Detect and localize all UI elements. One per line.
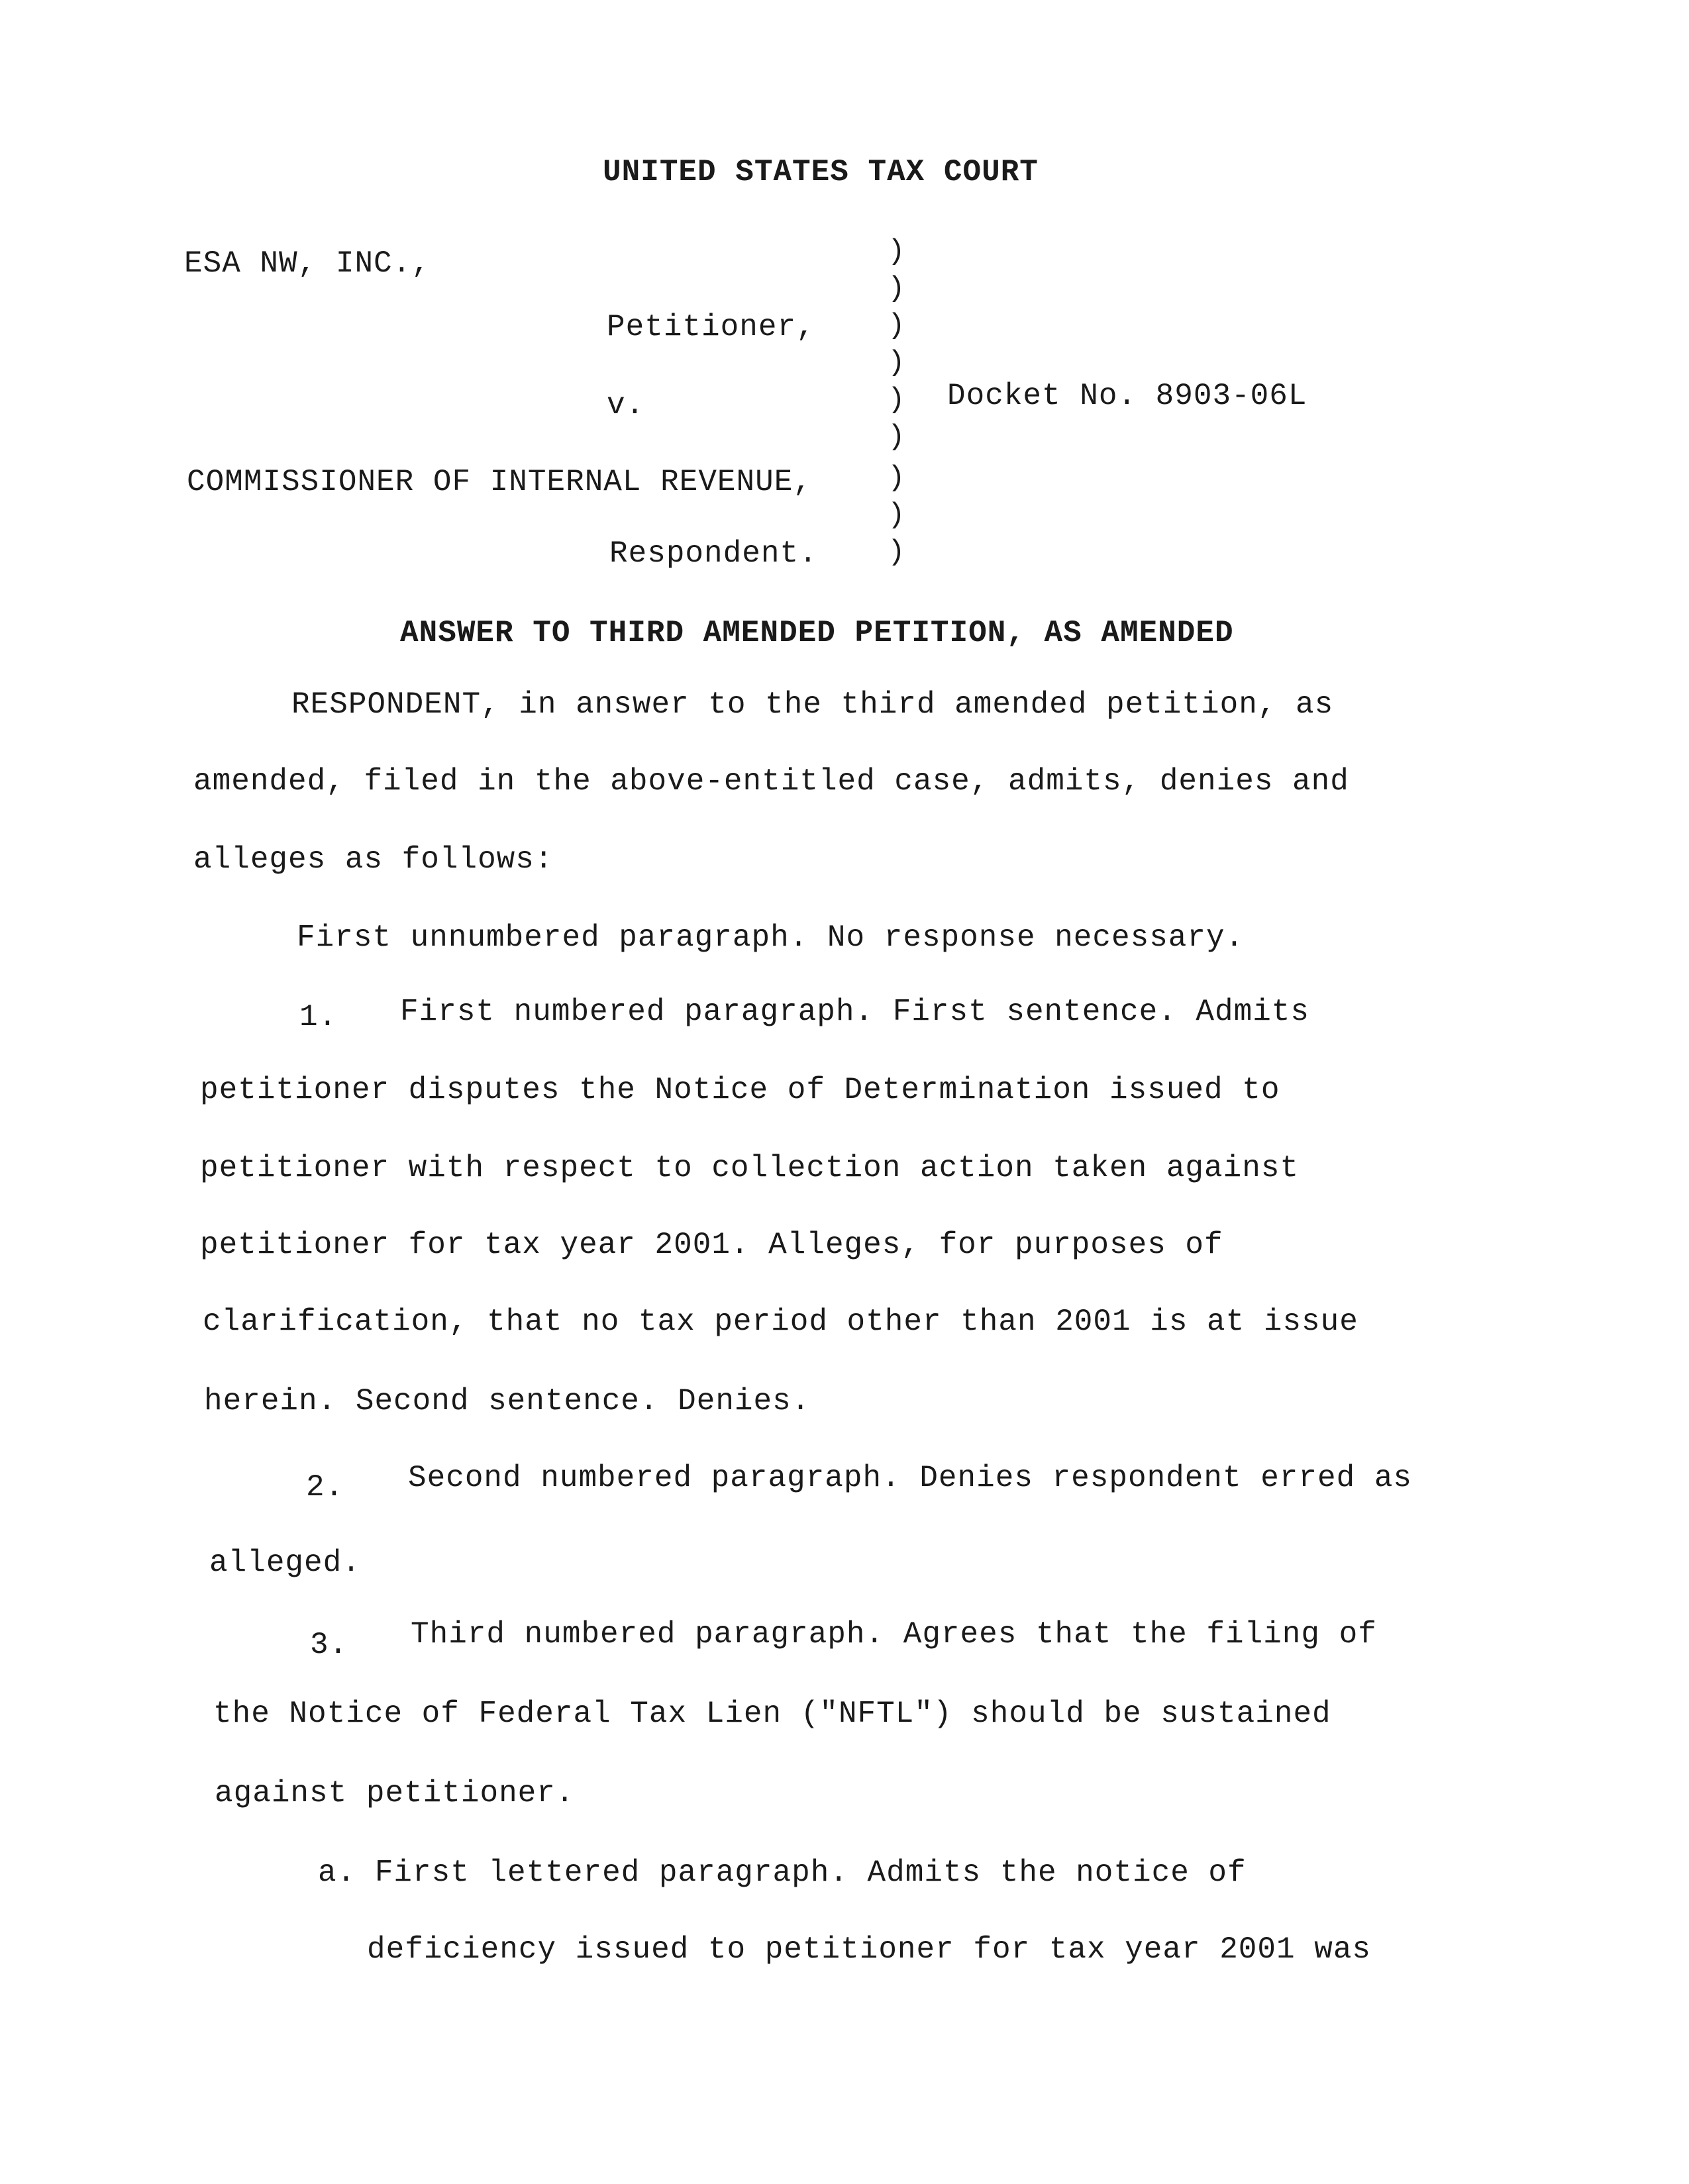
caption-paren: )	[888, 346, 905, 379]
body-line: deficiency issued to petitioner for tax year 2001 was	[367, 1932, 1372, 1967]
respondent-role: Respondent.	[609, 536, 818, 571]
body-line: alleged.	[209, 1546, 361, 1580]
body-line: a. First lettered paragraph. Admits the notice of	[318, 1856, 1247, 1890]
paragraph-number: 1.	[299, 1000, 338, 1034]
petitioner-name: ESA NW, INC.,	[184, 246, 431, 281]
petitioner-role: Petitioner,	[607, 310, 815, 344]
body-line: RESPONDENT, in answer to the third amended petition, as	[291, 687, 1334, 722]
caption-paren: )	[888, 383, 905, 417]
body-line: First unnumbered paragraph. No response necessary.	[297, 920, 1245, 955]
body-line: amended, filed in the above-entitled case, admits, denies and	[193, 764, 1349, 799]
body-line: petitioner for tax year 2001. Alleges, for purposes of	[200, 1228, 1223, 1262]
caption-paren: )	[888, 309, 905, 342]
body-line: against petitioner.	[215, 1776, 575, 1811]
paragraph-number: 2.	[306, 1470, 344, 1505]
body-line: alleges as follows:	[193, 842, 554, 877]
body-line: Third numbered paragraph. Agrees that the filing of	[411, 1617, 1377, 1652]
caption-paren: )	[888, 499, 905, 532]
body-line: clarification, that no tax period other than 2001 is at issue	[203, 1305, 1358, 1339]
caption-paren: )	[888, 462, 905, 495]
document-title: ANSWER TO THIRD AMENDED PETITION, AS AMENDED	[400, 616, 1234, 650]
caption-paren: )	[888, 272, 905, 305]
body-line: First numbered paragraph. First sentence. Admits	[400, 995, 1310, 1029]
court-title: UNITED STATES TAX COURT	[603, 155, 1039, 189]
caption-paren: )	[888, 421, 905, 454]
respondent-name: COMMISSIONER OF INTERNAL REVENUE,	[187, 465, 812, 499]
body-line: Second numbered paragraph. Denies respondent erred as	[408, 1461, 1413, 1495]
body-line: the Notice of Federal Tax Lien ("NFTL") should be sustained	[213, 1697, 1331, 1731]
paragraph-number: 3.	[310, 1628, 348, 1662]
docket-number: Docket No. 8903-06L	[947, 379, 1307, 413]
versus-label: v.	[607, 388, 645, 422]
body-line: herein. Second sentence. Denies.	[204, 1384, 811, 1418]
caption-paren: )	[888, 536, 905, 569]
body-line: petitioner with respect to collection action taken against	[200, 1151, 1300, 1185]
caption-paren: )	[888, 235, 905, 268]
body-line: petitioner disputes the Notice of Determination issued to	[200, 1073, 1280, 1107]
